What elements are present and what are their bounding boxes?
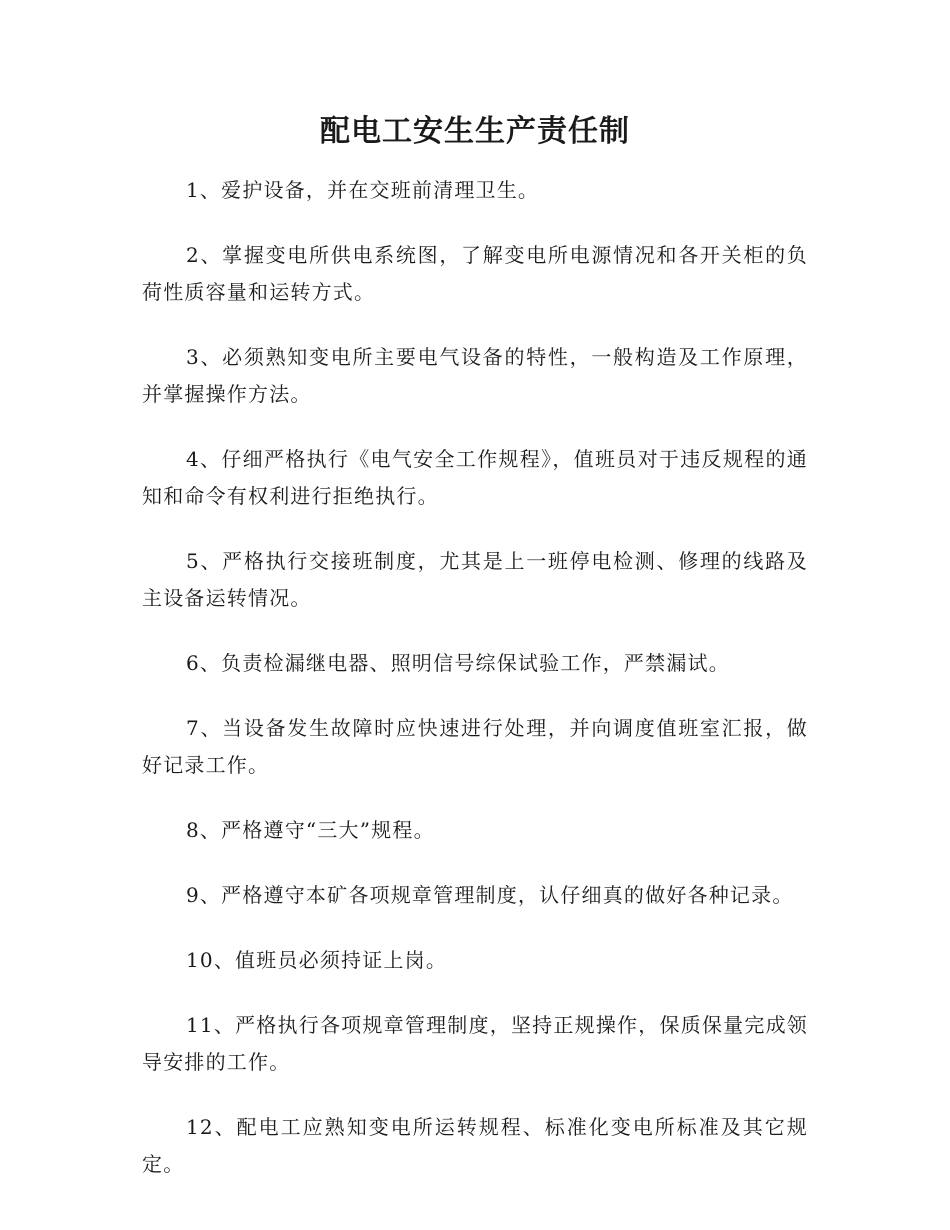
clause-6: 6、负责检漏继电器、照明信号综保试验工作，严禁漏试。 xyxy=(186,651,730,675)
clause-list xyxy=(142,172,808,1183)
document-title: 配电工安生生产责任制 xyxy=(320,114,630,149)
clause-7: 7、当设备发生故障时应快速进行处理，并向调度值班室汇报，做好记录工作。 xyxy=(142,716,808,777)
clause-4: 4、仔细严格执行《电气安全工作规程》，值班员对于违反规程的通知和命令有权利进行拒绝执行。 xyxy=(142,447,808,508)
clause-8: 8、严格遵守“三大”规程。 xyxy=(186,818,435,842)
clause-2: 2、掌握变电所供电系统图，了解变电所电源情况和各开关柜的负荷性质容量和运转方式。 xyxy=(142,243,808,304)
clause-3: 3、必须熟知变电所主要电气设备的特性，一般构造及工作原理，并掌握操作方法。 xyxy=(142,345,808,406)
clause-11: 11、严格执行各项规章管理制度，坚持正规操作，保质保量完成领导安排的工作。 xyxy=(142,1013,808,1074)
clause-1: 1、爱护设备，并在交班前清理卫生。 xyxy=(186,178,540,202)
clause-12: 12、配电工应熟知变电所运转规程、标准化变电所标准及其它规定。 xyxy=(142,1115,808,1176)
clause-5: 5、严格执行交接班制度，尤其是上一班停电检测、修理的线路及主设备运转情况。 xyxy=(142,549,808,610)
clause-9: 9、严格遵守本矿各项规章管理制度，认仔细真的做好各种记录。 xyxy=(186,883,794,907)
clause-10: 10、值班员必须持证上岗。 xyxy=(186,948,448,972)
